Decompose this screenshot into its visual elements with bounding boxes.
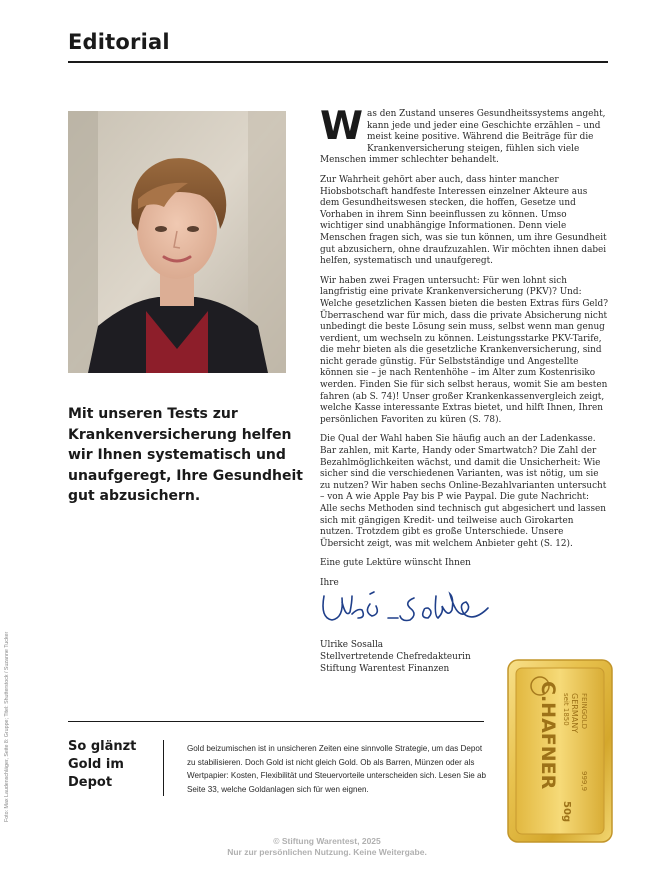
paragraph-5: Eine gute Lektüre wünscht Ihnen bbox=[320, 558, 471, 569]
page-title: Editorial bbox=[68, 30, 170, 54]
paragraph-3: Wir haben zwei Fragen untersucht: Für wen lohnt sich langfristig eine private Krankenversicherung (PKV)? Und: Welche gesetzlichen Kassen bieten die besten Extras fürs Geld? Überraschend war für mich, dass die private Absicherung nicht unbedingt die beste Lösung sein muss, selbst wenn man genug verdient, um wechseln zu können. Leistungsstarke PKV-Tarife, die mehr bieten als die gesetzliche Krankenversicherung, sind nicht gerade günstig. Für Selbstständige und Angestellte können sie – je nach Rentenhöhe – im Alter zum Kostenrisiko werden. Finden Sie für sich selbst heraus, womit Sie am besten fahren (ab S. 74)! Unser großer Krankenkassenvergleich zeigt, welche Kasse interessante Extras bietet, und hilft Ihnen, Ihren persönlichen Favoriten zu küren (S. 78). bbox=[320, 275, 608, 425]
closing-salutation: Ihre bbox=[320, 578, 339, 588]
author-organization: Stiftung Warentest Finanzen bbox=[320, 664, 450, 674]
paragraph-2: Zur Wahrheit gehört aber auch, dass hinter mancher Hiobsbotschaft handfeste Interessen einzelner Akteure aus dem Gesundheitswesen stecken, die hoffen, Gesetze und Vorhaben in ihrem Sinn beeinflussen zu können. Umso wichtiger sind unabhängige Informationen. Denn viele Menschen fragen sich, was sie tun können, um ihre Gesundheit gut abzusichern, ohne draufzuzahlen. Wir möchten ihnen dabei helfen, systematisch und unaufgeregt. bbox=[320, 174, 607, 267]
author-portrait bbox=[68, 111, 286, 373]
teaser-text: Gold beizumischen ist in unsicheren Zeiten eine sinnvolle Strategie, um das Depot zu stabilisieren. Doch Gold ist nicht gleich Gold. Ob als Barren, Münzen oder als Wertpapier: Kosten, Flexibilität und Steuervorteile unterscheiden sich. Lesen Sie ab Seite 33, welche Goldanlagen sich für wen eignen. bbox=[187, 744, 487, 795]
paragraph-4: Die Qual der Wahl haben Sie häufig auch an der Ladenkasse. Bar zahlen, mit Karte, Handy oder Smartwatch? Die Zahl der Bezahlmöglichkeiten wächst, und damit die Unsicherheit: Wie sicher sind die verschiedenen Varianten, was ist nötig, um sie zu nutzen? Wir haben sechs Online-Bezahlvarianten untersucht – von A wie Apple Pay bis P wie Paypal. Die gute Nachricht: Alle sechs Methoden sind technisch gut abgesichert und lassen sich mit gängigen Kredit- und teilweise auch Girokarten nutzen. Trotzdem gibt es große Unterschiede. Unsere Übersicht zeigt, was mit welchem Anbieter geht (S. 12). bbox=[320, 434, 607, 549]
gold-bar-grade: FEINGOLD bbox=[580, 693, 588, 729]
gold-bar-image bbox=[504, 656, 616, 846]
copyright-line-1: © Stiftung Warentest, 2025 bbox=[273, 836, 381, 846]
paragraph-1 bbox=[320, 104, 608, 167]
gold-bar-since: seit 1850 bbox=[562, 693, 570, 726]
gold-bar-weight: 50g bbox=[561, 801, 572, 823]
author-role: Stellvertretende Chefredakteurin bbox=[320, 652, 471, 662]
editorial-body bbox=[320, 104, 608, 578]
copyright-notice bbox=[0, 836, 654, 858]
handwritten-signature bbox=[318, 588, 498, 628]
gold-bar-brand: C.HAFNER bbox=[537, 681, 559, 790]
teaser-divider bbox=[163, 740, 164, 796]
copyright-line-2: Nur zur persönlichen Nutzung. Keine Weitergabe. bbox=[227, 847, 427, 857]
drop-cap: W bbox=[320, 104, 364, 149]
author-name: Ulrike Sosalla bbox=[320, 640, 384, 650]
section-divider bbox=[68, 721, 484, 722]
photo-credit: Foto: Max Laudenschläger, Seite 8: Gruppe; Titel: Shutterstock / Suzanne Tucker bbox=[4, 631, 10, 822]
portrait-image bbox=[68, 111, 286, 373]
gold-bar-purity: 999,9 bbox=[580, 771, 588, 792]
paragraph-1-text: as den Zustand unseres Gesundheitssystems angeht, kann jede und jeder eine Geschichte erzählen – und meist keine positive. Während die Beiträge für die Krankenversicherung steigen, fühlen sich viele Menschen immer schlechter behandelt. bbox=[320, 109, 606, 166]
gold-bar-icon bbox=[504, 656, 616, 846]
gold-bar-country: GERMANY bbox=[570, 693, 579, 734]
signature-icon bbox=[318, 588, 498, 628]
header-rule bbox=[68, 61, 608, 63]
teaser-title: So glänzt Gold im Depot bbox=[68, 739, 137, 790]
pull-quote: Mit unseren Tests zur Krankenversicherung helfen wir Ihnen systematisch und unaufgeregt, Ihre Gesundheit gut abzusichern. bbox=[68, 406, 303, 504]
